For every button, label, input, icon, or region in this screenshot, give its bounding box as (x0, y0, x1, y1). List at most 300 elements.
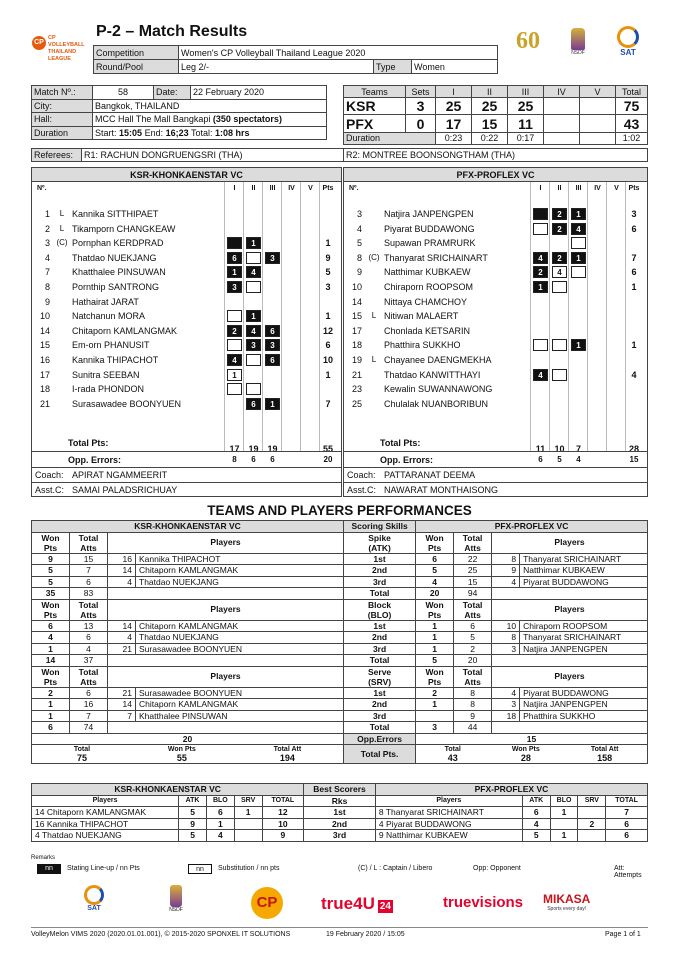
perf-cell (108, 722, 344, 734)
roster-set-header: II (557, 185, 562, 192)
player-points: 3 (631, 209, 637, 219)
player-number: 17 (351, 325, 362, 336)
best-cell: 9 (179, 818, 207, 830)
perf-cell: Won Pts (416, 666, 454, 687)
scorer-name: Kannika THIPACHOT (46, 818, 129, 829)
perf-cell (344, 666, 416, 687)
perf-cell: Won Pts (416, 532, 454, 553)
perf-cell: Total (344, 722, 416, 734)
player-number: 4 (44, 252, 50, 263)
set-cell (246, 354, 261, 366)
player-number: 16 (39, 355, 50, 365)
summary-value: 55 (176, 753, 187, 763)
perf-cell: 8 (454, 699, 492, 711)
set-cell: 1 (265, 398, 280, 410)
hall-value: MCC Hall The Mall Bangkapi (350 spectators) (93, 113, 327, 127)
player-name: Natjira JANPENGPEN (384, 209, 474, 219)
best-cell (375, 807, 522, 819)
set-cell (246, 281, 261, 293)
perf-cell: Players (108, 532, 344, 553)
perf-cell: Chiraporn ROOPSOM (520, 620, 648, 632)
best-cell: 1 (550, 830, 578, 842)
player-points: 6 (631, 267, 637, 278)
roster-player-row (32, 251, 341, 266)
sat-badge: SAT (610, 26, 646, 62)
scorer-number: 8 (378, 807, 384, 817)
best-cell: SRV (578, 795, 606, 807)
referee-1: R1: RACHUN DONGRUENGSRI (THA) (82, 149, 344, 162)
player-name: Kewalin SUWANNAWONG (384, 384, 493, 395)
best-cell: 3rd (304, 830, 376, 842)
scorer-name: Chitaporn KAMLANGMAK (46, 807, 147, 817)
opp-errors-sum: 15 (629, 455, 639, 464)
perf-cell: 7 (70, 710, 108, 722)
perf-cell: 1 (416, 620, 454, 632)
set-cell (246, 252, 261, 264)
player-number: 18 (351, 340, 362, 351)
perf-cell: 3 (416, 722, 454, 734)
perf-cell: Thatdao NUEKJANG (136, 632, 344, 644)
round-label: Round/Pool (94, 60, 179, 74)
best-cell: 2nd (304, 818, 376, 830)
player-name: Chitaporn KAMLANGMAK (72, 325, 178, 336)
perf-cell: 8 (492, 632, 520, 644)
player-number: 9 (44, 296, 50, 307)
opp-errors-sum: 20 (323, 455, 333, 464)
player-name: Sunitra SEEBAN (72, 369, 140, 380)
set-cell: 6 (265, 325, 280, 337)
roster-pts-header: Pts (322, 185, 334, 192)
perf-cell: 3rd (344, 576, 416, 588)
roster-set-header: I (233, 185, 236, 192)
roster-player-row (32, 353, 341, 368)
perf-cell: Players (492, 599, 648, 620)
perf-cell: 7 (108, 710, 136, 722)
perf-cell: Players (108, 666, 344, 687)
opp-errors-label: Opp. Errors: (68, 455, 122, 465)
best-cell: 4 (522, 818, 550, 830)
perf-cell: 8 (492, 553, 520, 565)
player-number: 14 (351, 296, 362, 307)
player-name: Chayanee DAENGMEKHA (384, 355, 492, 365)
player-number: 15 (39, 340, 50, 351)
roster-player-row (32, 324, 341, 339)
roster-set-header: III (575, 185, 582, 192)
roster-player-row (32, 207, 341, 222)
set-opp-errors: 6 (270, 455, 275, 464)
skill-code: (BLO) (367, 609, 392, 620)
set-cell: 1 (246, 310, 261, 322)
roster-player-row (344, 338, 647, 353)
player-number: 10 (39, 311, 50, 322)
perf-cell: 9 (492, 565, 520, 577)
roster-player-row (32, 222, 341, 237)
sponsor-cp: CP (251, 887, 283, 919)
coach-label: Coach: (347, 470, 376, 480)
perf-cell: 6 (454, 620, 492, 632)
player-number: 19 (351, 355, 362, 365)
round-value: Leg 2/- (179, 60, 374, 74)
set-cell (552, 281, 567, 293)
perf-cell: 2nd (344, 632, 416, 644)
roster-player-row (344, 324, 647, 339)
roster-team-name: KSR-KHONKAENSTAR VC (32, 168, 341, 182)
set-total-pts: 10 (554, 444, 565, 454)
roster-set-header: IV (594, 185, 601, 192)
perf-cell: 4 (108, 632, 136, 644)
best-scorers (31, 783, 648, 846)
roster-player-row (32, 236, 341, 251)
perf-cell: 9 (454, 710, 492, 722)
player-name: Nitiwan MALAERT (384, 311, 459, 322)
player-points: 9 (325, 252, 331, 263)
perf-cell: 6 (32, 620, 70, 632)
set-cell: 1 (571, 252, 586, 264)
player-points: 6 (631, 223, 637, 234)
set-cell: 4 (227, 354, 242, 366)
perf-cell: 14 (32, 655, 70, 667)
best-cell (375, 818, 522, 830)
set-cell: 3 (265, 339, 280, 351)
total-pts-sum: 55 (322, 444, 333, 454)
hall-label: Hall: (32, 113, 93, 127)
team-a-code: KSR (344, 98, 406, 115)
city-value: Bangkok, THAILAND (93, 99, 327, 113)
score-table: Teams Sets I II III IV V Total KSR 3 25 25 25 75 PFX 0 17 15 11 43 Duration 0:23 0:22 0:17 1:02 (343, 85, 648, 145)
roster-player-row (344, 397, 647, 412)
perf-cell: Total (344, 655, 416, 667)
roster-player-row (344, 368, 647, 383)
perf-cell: 37 (70, 655, 108, 667)
roster-set-header: V (614, 185, 619, 192)
best-cell: 12 (262, 807, 304, 819)
set-cell (571, 237, 586, 249)
perf-cell: 21 (108, 687, 136, 699)
best-cell: SRV (234, 795, 262, 807)
player-points: 6 (325, 340, 331, 351)
player-name: Supawan PRAMRURK (384, 238, 476, 249)
perf-cell (108, 655, 344, 667)
set-total-pts: 11 (535, 444, 546, 454)
set-cell: 4 (533, 369, 548, 381)
set-total-pts: 19 (267, 444, 278, 454)
perf-cell: Won Pts (32, 666, 70, 687)
player-name: Pornphan KERDPRAD (72, 238, 164, 249)
perf-cell: 3 (492, 699, 520, 711)
best-cell: 1st (304, 807, 376, 819)
best-cell: KSR-KHONKAENSTAR VC (32, 784, 304, 796)
player-number: 25 (351, 398, 362, 409)
roster-player-row (344, 222, 647, 237)
best-cell: 5 (179, 807, 207, 819)
summary-value: 43 (447, 753, 458, 763)
perf-cell (416, 745, 648, 764)
perf-cell: 1 (32, 643, 70, 655)
roster-player-row (344, 309, 647, 324)
perf-cell: 4 (32, 632, 70, 644)
scorer-number: 4 (378, 818, 384, 829)
page-title: P-2 – Match Results (96, 23, 248, 40)
set-cell: 4 (552, 266, 567, 278)
perf-cell: 3 (492, 643, 520, 655)
best-cell: PFX-PROFLEX VC (375, 784, 647, 796)
best-cell: Players (32, 795, 179, 807)
perf-cell: Phatthira SUKKHO (520, 710, 648, 722)
best-cell: 2 (578, 818, 606, 830)
player-name: Pornthip SANTRONG (72, 282, 160, 292)
perf-cell (416, 710, 454, 722)
skill-code: (SRV) (368, 676, 392, 687)
perf-cell: 2 (416, 687, 454, 699)
roster-player-row (32, 338, 341, 353)
set-cell: 1 (246, 237, 261, 249)
player-name: Em-orn PHANUSIT (72, 340, 150, 351)
scorer-name: Natthimar KUBKAEW (385, 830, 468, 840)
player-name: Kannika SITTHIPAET (72, 209, 159, 219)
perf-cell: Total Atts (70, 666, 108, 687)
roster-player-row (32, 382, 341, 397)
sponsor-true4u: true4U 24 (321, 894, 391, 913)
player-points: 1 (325, 238, 331, 249)
roster-player-row (344, 382, 647, 397)
best-cell: 1 (206, 818, 234, 830)
player-points: 1 (325, 311, 331, 322)
perf-cell: 20 (32, 733, 344, 745)
perf-cell: 6 (70, 576, 108, 588)
set-cell: 1 (227, 266, 242, 278)
asst-coach-label: Asst.C: (347, 485, 377, 495)
player-number: 18 (39, 384, 50, 395)
roster-total-pts (344, 435, 647, 454)
set-cell: 6 (227, 252, 242, 264)
perf-cell: 4 (108, 576, 136, 588)
summary-label: Total (444, 746, 461, 753)
perf-cell: 7 (70, 565, 108, 577)
header-logo: CP CP VOLLEYBALL THAILAND LEAGUE (30, 32, 90, 62)
perf-cell: Thanyarat SRICHAINART (520, 632, 648, 644)
set-cell: 3 (227, 281, 242, 293)
perf-cell: 8 (454, 687, 492, 699)
perf-cell: Piyarat BUDDAWONG (520, 687, 648, 699)
perf-cell: 21 (108, 643, 136, 655)
roster-asst-coach (344, 482, 647, 497)
set-cell: 6 (265, 354, 280, 366)
perf-cell: 5 (416, 565, 454, 577)
total-pts-label: Total Pts: (68, 438, 109, 448)
city-label: City: (32, 99, 93, 113)
perf-cell: Won Pts (416, 599, 454, 620)
sponsor-mikasa: MIKASA Sports every day! (543, 892, 591, 912)
set-cell (571, 266, 586, 278)
perf-cell: 44 (454, 722, 492, 734)
roster-player-row (32, 368, 341, 383)
asst-coach-name: SAMAI PALADSRICHUAY (72, 485, 178, 495)
set-cell (227, 237, 242, 249)
summary-value: 28 (520, 753, 531, 763)
player-role: (C) (368, 252, 380, 262)
player-number: 7 (44, 267, 50, 278)
perf-cell: 5 (454, 632, 492, 644)
set-cell: 1 (571, 339, 586, 351)
player-role: L (371, 355, 377, 364)
perf-cell: Won Pts (32, 532, 70, 553)
perf-summary-item (591, 745, 619, 763)
perf-cell: 3rd (344, 643, 416, 655)
set-cell: 2 (552, 208, 567, 220)
player-name: Surasawadee BOONYUEN (72, 398, 182, 409)
perf-cell (344, 599, 416, 620)
best-cell (375, 830, 522, 842)
roster-asst-coach (32, 482, 341, 497)
opp-errors-label: Opp. Errors: (380, 455, 434, 465)
player-points: 12 (322, 325, 333, 336)
best-cell: ATK (522, 795, 550, 807)
perf-cell: 83 (70, 588, 108, 600)
footer-left: VolleyMelon VIMS 2020 (2020.01.01.001), © 2015-2020 SPONXEL IT SOLUTIONS (31, 931, 291, 938)
perf-cell: Surasawadee BOONYUEN (136, 643, 344, 655)
best-cell (32, 830, 179, 842)
perf-summary-item (74, 745, 90, 763)
competition-label: Competition (94, 46, 179, 60)
perf-cell: Natthimar KUBKAEW (520, 565, 648, 577)
player-number: 5 (356, 238, 362, 249)
set-total-pts: 19 (248, 444, 259, 454)
player-name: Kannika THIPACHOT (72, 355, 159, 365)
asst-coach-name: NAWARAT MONTHAISONG (384, 485, 499, 495)
perf-cell: Total Atts (70, 532, 108, 553)
set-cell (533, 223, 548, 235)
coach-name: APIRAT NGAMMEERIT (72, 470, 168, 480)
perf-summary-item (274, 745, 302, 763)
referees-label: Referees: (32, 149, 82, 162)
perf-cell (492, 655, 648, 667)
summary-label: Total (73, 746, 91, 753)
sponsor-nsdf: NSDF (166, 885, 186, 913)
player-number: 21 (351, 369, 362, 380)
perf-summary-item (168, 745, 196, 763)
perf-cell: Total Atts (454, 599, 492, 620)
perf-cell: 5 (32, 565, 70, 577)
perf-cell: 1 (416, 699, 454, 711)
perf-summary (419, 745, 644, 763)
set-cell: 3 (265, 252, 280, 264)
perf-cell: 1st (344, 553, 416, 565)
perf-cell (108, 588, 344, 600)
perf-cell: 74 (70, 722, 108, 734)
sponsor-sat: SAT (79, 885, 109, 912)
player-role: L (59, 209, 65, 218)
footer-page: Page 1 of 1 (605, 931, 641, 938)
best-cell (32, 818, 179, 830)
perf-cell: 1 (416, 643, 454, 655)
perf-cell: 20 (416, 588, 454, 600)
best-cell: TOTAL (606, 795, 648, 807)
perf-cell: 15 (416, 733, 648, 745)
player-points: 7 (631, 252, 637, 263)
best-cell: 9 (262, 830, 304, 842)
perf-cell: 6 (70, 687, 108, 699)
match-no-label: Match Nº.: (32, 86, 93, 100)
best-cell: TOTAL (262, 795, 304, 807)
roster-set-header: I (539, 185, 542, 192)
roster-coach (32, 467, 341, 482)
sponsor-truevisions: truevisions (443, 894, 524, 911)
type-value: Women (412, 60, 498, 74)
perf-cell: 16 (108, 553, 136, 565)
perf-cell: 94 (454, 588, 492, 600)
player-name: Phatthira SUKKHO (384, 340, 461, 351)
best-cell: 5 (179, 830, 207, 842)
scorer-name: Thatdao NUEKJANG (41, 830, 122, 840)
set-cell (246, 383, 261, 395)
perf-cell: 1 (416, 632, 454, 644)
summary-label: Won Pts (167, 746, 196, 753)
perf-cell: 3rd (344, 710, 416, 722)
perf-cell: 5 (416, 655, 454, 667)
perf-cell: Total (344, 588, 416, 600)
perf-summary-item (512, 745, 540, 763)
set-cell: 6 (246, 398, 261, 410)
perf-cell (32, 745, 344, 764)
player-number: 8 (356, 252, 362, 263)
set-cell (227, 339, 242, 351)
set-cell (533, 339, 548, 351)
roster-player-row (32, 295, 341, 310)
team-b-roster (343, 167, 648, 497)
player-name: Khatthalee PINSUWAN (72, 267, 166, 278)
duration-value: Start: 15:05 End: 16;23 Total: 1:08 hrs (93, 126, 327, 140)
perf-cell: 1 (32, 699, 70, 711)
set-total-pts: 7 (575, 444, 581, 454)
scorer-number: 16 (35, 818, 45, 829)
total-pts-sum: 28 (628, 444, 639, 454)
best-cell: 6 (522, 807, 550, 819)
set-cell: 2 (227, 325, 242, 337)
player-points: 7 (325, 398, 331, 409)
anniversary-badge: 60 (516, 28, 540, 54)
best-cell: 10 (262, 818, 304, 830)
perf-cell: 4 (416, 576, 454, 588)
roster-team-name: PFX-PROFLEX VC (344, 168, 647, 182)
set-cell: 3 (246, 339, 261, 351)
player-number: 9 (356, 267, 362, 278)
player-number: 1 (44, 209, 50, 219)
best-cell: 5 (522, 830, 550, 842)
performance-table (31, 520, 648, 780)
perf-cell: Thanyarat SRICHAINART (520, 553, 648, 565)
coach-label: Coach: (35, 470, 64, 480)
player-number: 3 (44, 238, 50, 249)
roster-player-row (344, 265, 647, 280)
best-cell: Best Scorers (304, 784, 376, 796)
player-number: 3 (356, 209, 362, 219)
roster-player-row (344, 295, 647, 310)
roster-player-row (344, 280, 647, 295)
set-opp-errors: 8 (232, 455, 237, 464)
summary-label: Total Att (590, 746, 619, 753)
roster-player-row (32, 265, 341, 280)
best-cell: BLO (206, 795, 234, 807)
perf-cell: 14 (108, 699, 136, 711)
perf-cell: 16 (70, 699, 108, 711)
nsdf-badge: NSDF (568, 28, 588, 64)
best-cell: BLO (550, 795, 578, 807)
duration-label: Duration (32, 126, 93, 140)
date-label: Date: (154, 86, 191, 100)
perf-cell: 1st (344, 687, 416, 699)
perf-cell: Piyarat BUDDAWONG (520, 576, 648, 588)
set-cell: 1 (533, 281, 548, 293)
